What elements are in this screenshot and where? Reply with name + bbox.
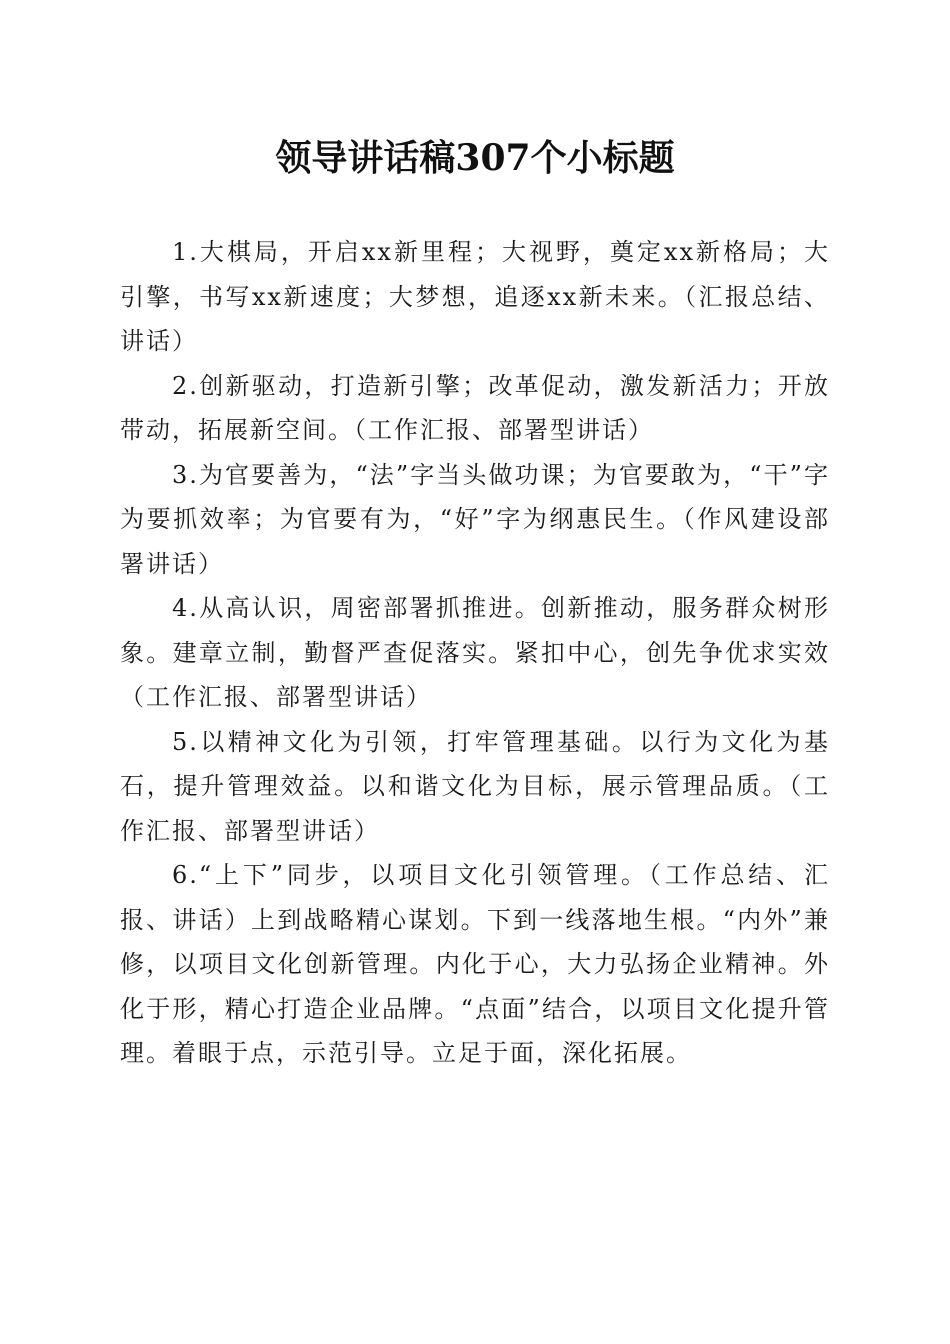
paragraph-4: 4.从高认识，周密部署抓推进。创新推动，服务群众树形象。建章立制，勤督严查促落实。紧扣中心，创先争优求实效（工作汇报、部署型讲话） (120, 594, 830, 711)
document-body (120, 230, 830, 1076)
document-title: 领导讲话稿307个小标题 (275, 137, 675, 179)
paragraph-1: 1.大棋局，开启xx新里程；大视野，奠定xx新格局；大引擎，书写xx新速度；大梦想，追逐xx新未来。（汇报总结、讲话） (120, 238, 830, 355)
paragraph-6: 6.“上下”同步，以项目文化引领管理。（工作总结、汇报、讲话）上到战略精心谋划。下到一线落地生根。“内外”兼修，以项目文化创新管理。内化于心，大力弘扬企业精神。外化于形，精心打造企业品牌。“点面”结合，以项目文化提升管理。着眼于点，示范引导。立足于面，深化拓展。 (120, 861, 830, 1067)
paragraph-3: 3.为官要善为，“法”字当头做功课；为官要敢为，“干”字为要抓效率；为官要有为，“好”字为纲惠民生。（作风建设部署讲话） (120, 460, 830, 578)
paragraph-5: 5.以精神文化为引领，打牢管理基础。以行为文化为基石，提升管理效益。以和谐文化为目标，展示管理品质。（工作汇报、部署型讲话） (120, 727, 830, 845)
paragraph-2: 2.创新驱动，打造新引擎；改革促动，激发新活力；开放带动，拓展新空间。（工作汇报、部署型讲话） (120, 371, 830, 444)
